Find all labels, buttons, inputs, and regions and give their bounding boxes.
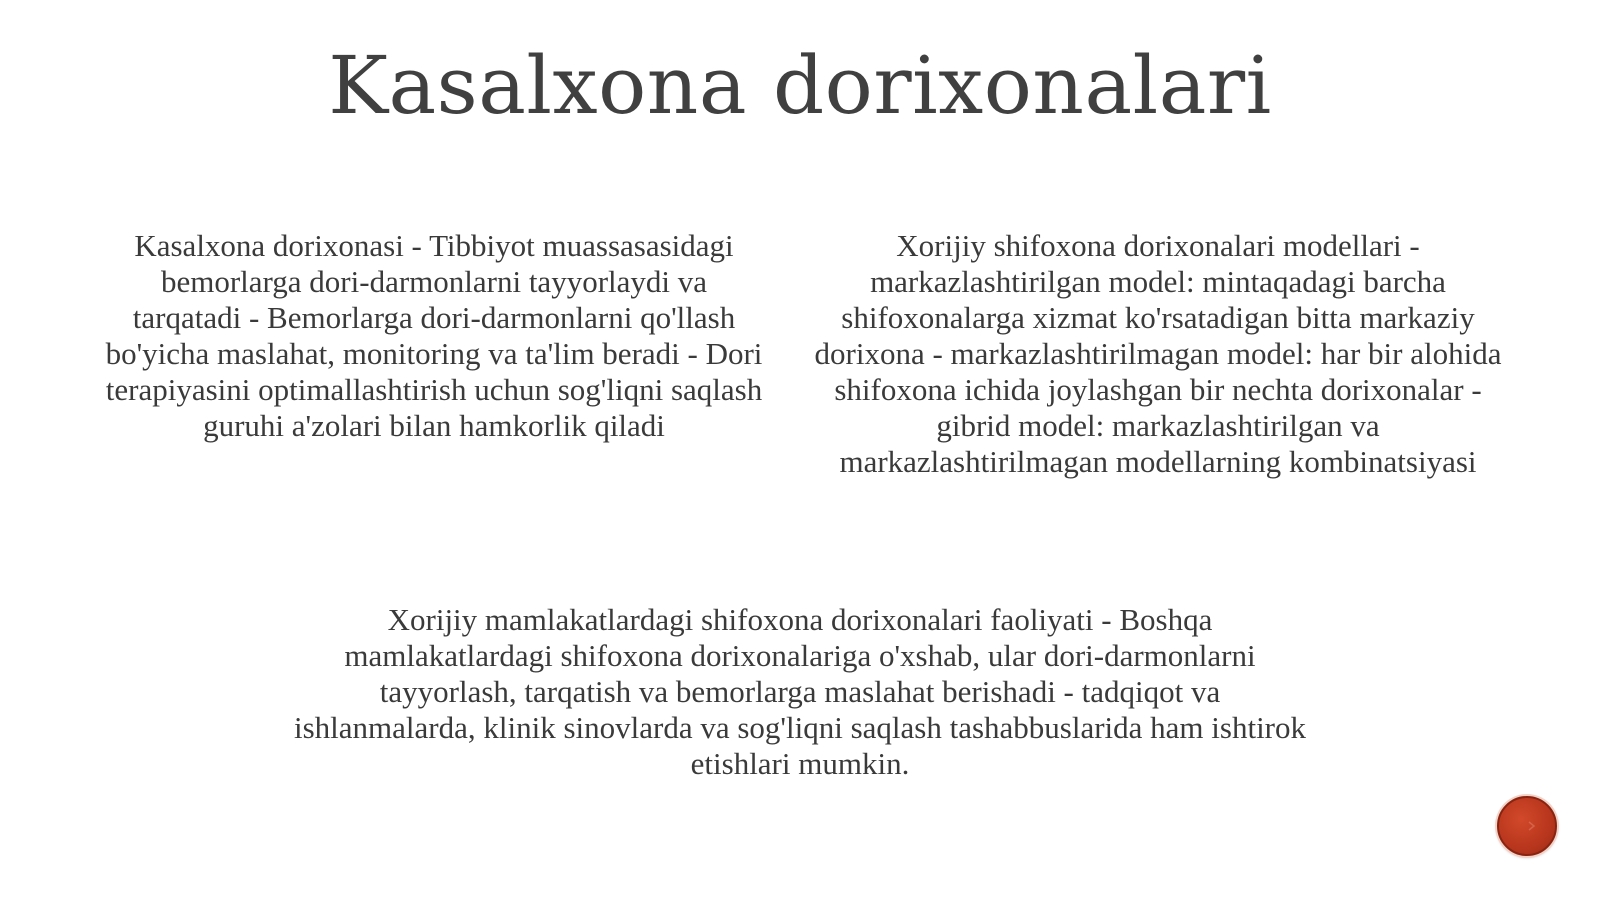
right-text-block: Xorijiy shifoxona dorixonalari modellari - markazlashtirilgan model: mintaqadagi barcha shifoxonalarga xizmat ko'rsatadigan bitta markaziy dorixona - markazlashtirilmagan model: har bir alohida shifoxona ichida joylashgan bir nechta dorixonalar - gibrid model: markazlashtirilgan va markazlashtirilmagan modellarning kombinatsiyasi [814, 228, 1502, 479]
left-text-block: Kasalxona dorixonasi - Tibbiyot muassasasidagi bemorlarga dori-darmonlarni tayyorlaydi va tarqatadi - Bemorlarga dori-darmonlarni qo'llash bo'yicha maslahat, monitoring va ta'lim beradi - Dori terapiyasini optimallashtirish uchun sog'liqni saqlash guruhi a'zolari bilan hamkorlik qiladi [105, 228, 763, 443]
next-slide-button[interactable] [1497, 796, 1557, 856]
bottom-text-block: Xorijiy mamlakatlardagi shifoxona dorixonalari faoliyati - Boshqa mamlakatlardagi shifoxona dorixonalariga o'xshab, ular dori-darmonlarni tayyorlash, tarqatish va bemorlarga maslahat berishadi - tadqiqot va ishlanmalarda, klinik sinovlarda va sog'liqni saqlash tashabbuslarida ham ishtirok etishlari mumkin. [293, 602, 1307, 781]
next-slide-icon [1499, 798, 1555, 854]
slide-title: Kasalxona dorixonalari [328, 39, 1272, 132]
